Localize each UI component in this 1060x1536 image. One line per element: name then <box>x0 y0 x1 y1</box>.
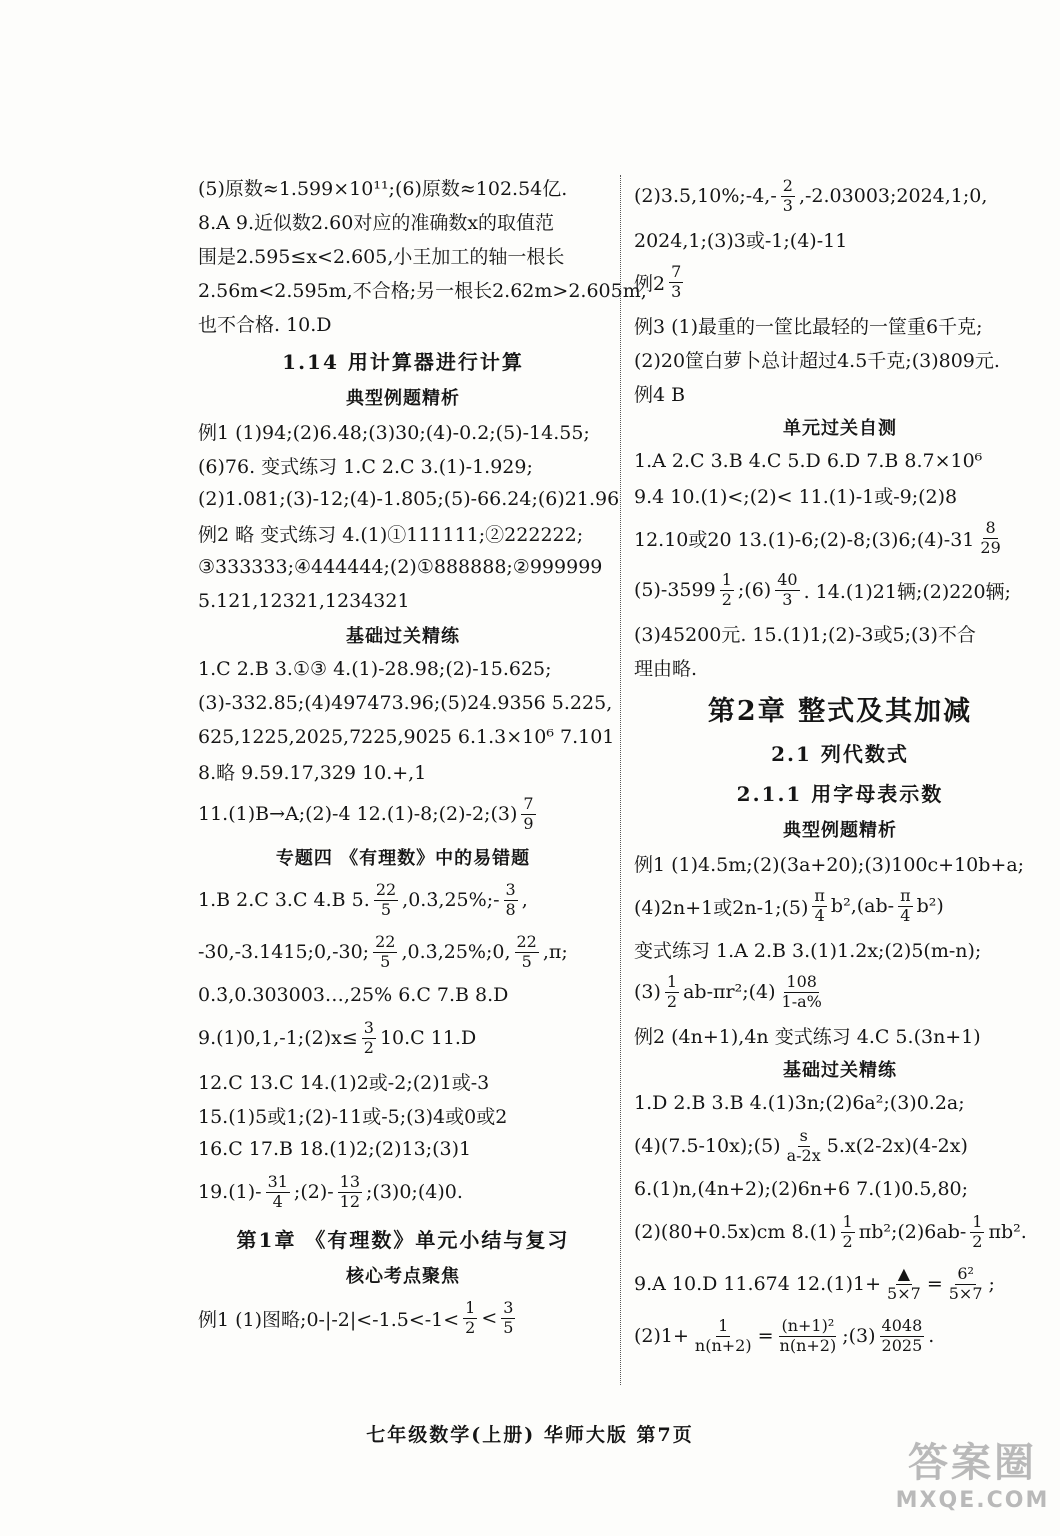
answer-line: 2024,1;(3)3或-1;(4)-11 <box>634 229 848 252</box>
answer-line: 也不合格. 10.D <box>198 313 332 336</box>
answer-text: 例2 <box>634 272 666 295</box>
answer-text: ,-2.03003;2024,1;0, <box>798 185 988 207</box>
fraction-numerator: 4048 <box>881 1316 923 1336</box>
fraction <box>665 973 679 1011</box>
answer-line: 例2 (4n+1),4n 变式练习 4.C 5.(3n+1) <box>634 1025 981 1048</box>
answer-text: b²) <box>916 895 944 917</box>
fraction-numerator: 13 <box>339 1172 361 1192</box>
fraction-denominator: a-2x <box>786 1145 821 1165</box>
answer-text: (2)1+ <box>634 1325 689 1347</box>
fraction-denominator: 2 <box>666 991 678 1011</box>
fraction-numerator: 3 <box>505 880 516 900</box>
fraction-numerator: (n+1)² <box>781 1316 835 1336</box>
answer-line <box>198 874 608 926</box>
answer-line <box>198 1012 608 1064</box>
answer-line: 例1 (1)94;(2)6.48;(3)30;(4)-0.2;(5)-14.55; <box>198 421 590 444</box>
fraction-numerator: 1 <box>842 1212 853 1232</box>
fraction-numerator: 108 <box>786 972 817 992</box>
fraction <box>880 1317 925 1355</box>
fraction <box>970 1213 984 1251</box>
answer-line: 例1 (1)4.5m;(2)(3a+20);(3)100c+10b+a; <box>634 853 1025 876</box>
answer-line: 12.C 13.C 14.(1)2或-2;(2)1或-3 <box>198 1071 490 1094</box>
answer-text: ,π; <box>542 941 568 963</box>
answer-line <box>634 1120 1046 1172</box>
answer-line: 8.略 9.59.17,329 10.+,1 <box>198 761 427 784</box>
answer-line: (3)-332.85;(4)497473.96;(5)24.9356 5.225, <box>198 692 613 714</box>
answer-text: 12.10或20 13.(1)-6;(2)-8;(3)6;(4)-31 <box>634 528 975 551</box>
answer-text: < <box>481 1307 498 1329</box>
answer-line: 围是2.595≤x<2.605,小王加工的轴一根长 <box>198 245 565 268</box>
answer-line: (2)1.081;(3)-12;(4)-1.805;(5)-66.24;(6)21.96 <box>198 488 620 510</box>
answer-text: ; <box>988 1273 995 1295</box>
answer-line: ③333333;④444444;(2)①888888;②999999 <box>198 556 603 578</box>
answer-line: 6.(1)n,(4n+2);(2)6n+6 7.(1)0.5,80; <box>634 1178 969 1200</box>
answer-line: 625,1225,2025,7225,9025 6.1.3×10⁶ 7.101 <box>198 726 615 748</box>
fraction <box>720 571 734 609</box>
fraction-numerator: 7 <box>671 262 682 282</box>
answer-line: (3)45200元. 15.(1)1;(2)-3或5;(3)不合 <box>634 623 976 646</box>
fraction-numerator: 7 <box>523 794 534 814</box>
answer-line: 9.4 10.(1)<;(2)< 11.(1)-1或-9;(2)8 <box>634 485 958 508</box>
answer-line: (5)原数≈1.599×10¹¹;(6)原数≈102.54亿. <box>198 177 568 200</box>
fraction-numerator: 22 <box>375 932 396 952</box>
fraction <box>841 1213 855 1251</box>
fraction <box>338 1173 362 1211</box>
column-divider <box>620 175 621 1385</box>
answer-line: (6)76. 变式练习 1.C 2.C 3.(1)-1.929; <box>198 455 533 478</box>
fraction-denominator: 2 <box>972 1231 983 1251</box>
fraction <box>515 933 539 971</box>
fraction <box>362 1019 376 1057</box>
fraction <box>266 1173 290 1211</box>
fraction <box>885 1265 923 1303</box>
answer-text: 9.A 10.D 11.674 12.(1)1+ <box>634 1273 882 1295</box>
section-heading: 2.1.1 用字母表示数 <box>736 781 944 806</box>
fraction <box>501 1299 515 1337</box>
fraction-denominator: 3 <box>671 281 682 301</box>
fraction <box>947 1265 985 1303</box>
answer-text: = <box>926 1273 943 1295</box>
fraction-denominator: 2 <box>465 1317 476 1337</box>
fraction-denominator: 5 <box>380 951 391 971</box>
answer-line: 理由略. <box>634 657 698 680</box>
fraction-numerator: 1 <box>465 1298 476 1318</box>
watermark-logo <box>895 1431 1050 1526</box>
answer-text: . <box>928 1325 935 1347</box>
fraction-denominator: 2025 <box>881 1335 923 1355</box>
answer-text: (5)-3599 <box>634 579 716 601</box>
answer-text: (4)(7.5-10x);(5) <box>634 1135 781 1157</box>
answer-line: 8.A 9.近似数2.60对应的准确数x的取值范 <box>198 211 555 234</box>
fraction-numerator: π <box>814 886 825 906</box>
subsection-heading: 典型例题精析 <box>346 388 460 409</box>
fraction-numerator: 3 <box>503 1298 514 1318</box>
answer-line <box>634 564 1046 616</box>
fraction <box>775 571 799 609</box>
fraction <box>785 1127 823 1165</box>
fraction-numerator: 1 <box>666 972 678 992</box>
answer-text: , <box>521 889 528 911</box>
answer-text: 19.(1)- <box>198 1181 262 1203</box>
fraction-denominator: n(n+2) <box>694 1335 752 1355</box>
answer-line <box>634 1258 1046 1310</box>
answer-text: ;(2)- <box>293 1181 334 1203</box>
fraction-denominator: n(n+2) <box>779 1335 837 1355</box>
answer-line: 15.(1)5或1;(2)-11或-5;(3)4或0或2 <box>198 1105 508 1128</box>
answer-text: 例1 (1)图略;0-|-2|<-1.5<-1< <box>198 1308 460 1331</box>
answer-text: 5.x(2-2x)(4-2x) <box>826 1135 968 1157</box>
fraction-denominator: 3 <box>782 195 793 215</box>
answer-text: (4)2n+1或2n-1;(5) <box>634 896 809 919</box>
answer-text: = <box>757 1325 774 1347</box>
fraction-denominator: 5 <box>503 1317 514 1337</box>
answer-line: (2)20筐白萝卜总计超过4.5千克;(3)809元. <box>634 349 1000 372</box>
answer-line <box>198 1292 608 1344</box>
answer-text: ,0.3̇,25%;0, <box>401 941 511 963</box>
fraction-numerator: ▲ <box>897 1264 911 1284</box>
fraction-numerator: s <box>799 1126 808 1146</box>
answer-line: 16.C 17.B 18.(1)2;(2)13;(3)1 <box>198 1138 472 1160</box>
fraction <box>778 1317 839 1355</box>
answer-text: (2)3.5,10%;-4,- <box>634 185 777 207</box>
watermark-url: MXQE.COM <box>895 1488 1050 1513</box>
left-column <box>198 170 647 1344</box>
fraction-numerator: 6² <box>957 1264 974 1284</box>
fraction-denominator: 4 <box>272 1191 283 1211</box>
fraction-denominator: 5×7 <box>887 1283 921 1303</box>
watermark-title: 答案圈 <box>908 1440 1037 1486</box>
answer-line: 例3 (1)最重的一筐比最轻的一筐重6千克; <box>634 315 983 338</box>
fraction-numerator: 1 <box>972 1212 983 1232</box>
answer-text: πb². <box>988 1221 1027 1243</box>
fraction <box>373 933 397 971</box>
answer-text: ab-πr²;(4) <box>683 981 776 1003</box>
answer-text: 9.(1)0,1,-1;(2)x≤ <box>198 1027 358 1049</box>
fraction <box>374 881 398 919</box>
answer-text: 10.C 11.D <box>379 1027 477 1049</box>
fraction-numerator: 3 <box>363 1018 374 1038</box>
subsection-heading: 基础过关精练 <box>346 626 460 647</box>
answer-line <box>198 788 608 840</box>
fraction-denominator: 8 <box>505 899 516 919</box>
answer-text: ,0.3̇,25%;- <box>402 889 500 911</box>
fraction-denominator: 5×7 <box>948 1283 983 1303</box>
section-heading: 1.14 用计算器进行计算 <box>282 349 524 374</box>
subsection-heading: 核心考点聚焦 <box>346 1266 460 1287</box>
fraction-numerator: π <box>900 886 911 906</box>
answer-line: 例2 略 变式练习 4.(1)①111111;②222222; <box>198 523 584 546</box>
subsection-heading: 专题四 《有理数》中的易错题 <box>275 848 531 869</box>
right-column <box>634 170 1046 1362</box>
answer-line <box>634 966 1046 1018</box>
fraction-numerator: 22 <box>375 880 397 900</box>
fraction-denominator: 2 <box>721 589 732 609</box>
fraction <box>780 973 824 1011</box>
section-heading: 2.1 列代数式 <box>771 741 909 766</box>
answer-line: 1.D 2.B 3.B 4.(1)3n;(2)6a²;(3)0.2a; <box>634 1092 965 1114</box>
answer-text: -30,-3.1415;0,-30; <box>198 941 370 963</box>
answer-line <box>634 1310 1046 1362</box>
answer-line <box>634 256 1046 308</box>
fraction-numerator: 2 <box>782 176 793 196</box>
answer-text: ;(6) <box>737 579 772 601</box>
fraction-denominator: 4 <box>900 905 911 925</box>
answer-line: 例4 B <box>634 383 686 406</box>
answer-line <box>634 170 1046 222</box>
fraction-denominator: 2 <box>842 1231 853 1251</box>
fraction-denominator: 5 <box>380 899 392 919</box>
answer-text: ;(3)0;(4)0. <box>366 1181 463 1203</box>
fraction <box>781 177 795 215</box>
chapter-heading: 第2章 整式及其加减 <box>707 695 973 727</box>
answer-line <box>198 1166 608 1218</box>
fraction-denominator: 12 <box>339 1191 361 1211</box>
answer-text: 1.B 2.C 3.C 4.B 5. <box>198 889 370 911</box>
fraction-denominator: 4 <box>814 905 825 925</box>
answer-text: (2)(80+0.5x)cm 8.(1) <box>634 1221 837 1243</box>
page-footer: 七年级数学(上册) 华师大版 第7页 <box>366 1424 694 1446</box>
answer-text: ;(3) <box>842 1325 876 1347</box>
fraction-denominator: 9 <box>523 813 534 833</box>
answer-line <box>634 512 1046 564</box>
answer-text: . 14.(1)21辆;(2)220辆; <box>803 580 1011 603</box>
answer-text: πb²;(2)6ab- <box>858 1221 967 1243</box>
fraction-numerator: 22 <box>516 932 537 952</box>
answer-line <box>634 1206 1046 1258</box>
fraction <box>504 881 518 919</box>
fraction-denominator: 3 <box>782 589 793 609</box>
section-heading: 第1章 《有理数》单元小结与复习 <box>236 1227 570 1252</box>
answer-line: 变式练习 1.A 2.B 3.(1)1.2x;(2)5(m-n); <box>634 939 982 962</box>
answer-line: 2.56m<2.595m,不合格;另一根长2.62m>2.605m, <box>198 279 647 302</box>
fraction-denominator: 1-a% <box>781 991 822 1011</box>
fraction-numerator: 1 <box>718 1316 729 1336</box>
fraction <box>669 263 683 301</box>
subsection-heading: 典型例题精析 <box>783 820 897 841</box>
answer-line <box>198 926 608 978</box>
fraction-numerator: 31 <box>267 1172 288 1192</box>
fraction <box>898 887 913 925</box>
fraction-numerator: 1 <box>721 570 732 590</box>
fraction-denominator: 5 <box>521 951 532 971</box>
fraction <box>812 887 827 925</box>
answer-text: b²,(ab- <box>830 895 895 917</box>
fraction-denominator: 2 <box>363 1037 374 1057</box>
answer-line <box>634 880 1046 932</box>
answer-text: (3) <box>634 981 661 1003</box>
subsection-heading: 基础过关精练 <box>783 1060 897 1081</box>
fraction <box>978 519 1002 557</box>
fraction-numerator: 8 <box>985 518 996 538</box>
answer-text: 11.(1)B→A;(2)-4 12.(1)-8;(2)-2;(3) <box>198 803 518 825</box>
fraction <box>463 1299 477 1337</box>
answer-line: 1.A 2.C 3.B 4.C 5.D 6.D 7.B 8.7×10⁶ <box>634 450 983 472</box>
fraction <box>693 1317 754 1355</box>
fraction-numerator: 40 <box>777 570 798 590</box>
answer-line: 5.121,12321,1234321 <box>198 590 410 612</box>
subsection-heading: 单元过关自测 <box>783 418 897 439</box>
fraction-denominator: 29 <box>980 537 1001 557</box>
answer-line: 0.3̇,0.303003…,25% 6.C 7.B 8.D <box>198 984 509 1006</box>
answer-line: 1.C 2.B 3.①③ 4.(1)-28.98;(2)-15.625; <box>198 658 552 680</box>
fraction <box>521 795 535 833</box>
